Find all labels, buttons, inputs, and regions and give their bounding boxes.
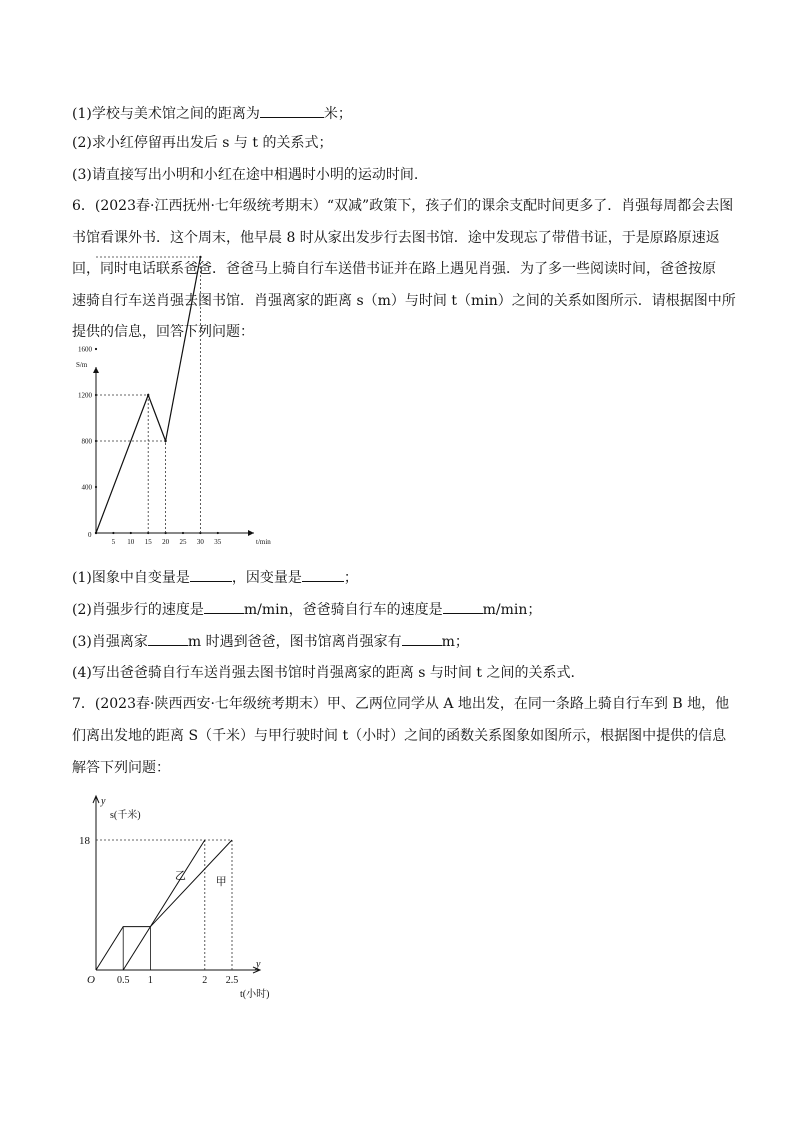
x-tick-label: 25: [179, 538, 187, 546]
answer-blank[interactable]: [148, 631, 188, 646]
q6-part4: (4)写出爸爸骑自行车送肖强去图书馆时肖强离家的距离 s 与时间 t 之间的关系式.: [72, 665, 575, 681]
y-tick-label: 18: [79, 835, 90, 847]
q6-part1-text-c: ；: [343, 570, 358, 586]
x-tick-mark: [130, 532, 132, 534]
answer-blank[interactable]: [302, 567, 344, 582]
data-point: [95, 532, 97, 534]
q6-distance-time-chart: [72, 345, 282, 550]
y-axis-arrow: [93, 367, 99, 373]
series-yi-line: [123, 840, 205, 970]
series-yi-label: 乙: [174, 870, 186, 882]
q5-part1-unit: 米；: [323, 106, 352, 122]
y-axis-letter: y: [101, 796, 106, 807]
q7-stem-line3: 解答下列问题：: [72, 760, 170, 776]
q7-stem-line2: 们离出发地的距离 S（千米）与甲行驶时间 t（小时）之间的函数关系图象如图所示，根据图中提供的信息: [72, 728, 727, 744]
y-axis-label: S/m: [76, 361, 88, 369]
q6-part1: [72, 567, 358, 588]
x-tick-mark: [112, 532, 114, 534]
y-tick-label: 800: [81, 437, 92, 446]
data-point: [164, 440, 166, 442]
x-tick-label: 5: [111, 538, 116, 546]
answer-blank[interactable]: [204, 599, 244, 614]
answer-blank[interactable]: [443, 599, 483, 614]
q5-part1: [72, 103, 352, 124]
q6-stem-line2: 书馆看课外书．这个周末，他早晨 8 时从家出发步行去图书馆．途中发现忘了带借书证，于是原路原速返: [72, 230, 720, 246]
q6-stem-line5: 提供的信息，回答下列问题：: [72, 324, 254, 340]
data-point: [147, 394, 149, 396]
x-axis-arrow: [248, 530, 254, 536]
y-tick-label: 1600: [78, 345, 92, 354]
y-tick-label: 1200: [78, 391, 92, 400]
q6-stem-line3: 回，同时电话联系爸爸．爸爸马上骑自行车送借书证并在路上遇见肖强．为了多一些阅读时间，爸爸按原: [72, 261, 716, 277]
q7-distance-time-chart: [72, 790, 302, 1010]
q6-part3-text-c: m；: [441, 634, 469, 650]
x-axis-letter: y: [256, 959, 261, 970]
y-tick-label: 400: [81, 483, 92, 492]
x-axis-label: t/min: [256, 538, 271, 546]
x-tick-label: 1: [147, 975, 153, 986]
x-tick-label: 15: [144, 538, 152, 546]
x-axis-label: t(小时): [240, 989, 270, 1000]
q6-stem-line4: 速骑自行车送肖强去图书馆．肖强离家的距离 s（m）与时间 t（min）之间的关系如图所示．请根据图中所: [72, 293, 736, 309]
x-tick-label: 2.5: [225, 975, 239, 986]
q5-part2: (2)求小红停留再出发后 s 与 t 的关系式；: [72, 135, 333, 151]
q6-part2-text-c: m/min；: [482, 602, 542, 618]
q6-part2-text-a: (2)肖强步行的速度是: [72, 602, 204, 618]
x-tick-label: 0.5: [116, 975, 130, 986]
q6-part3-text-b: m 时遇到爸爸，图书馆离肖强家有: [187, 634, 402, 650]
y-tick-mark: [95, 348, 97, 350]
q6-part2-text-b: m/min，爸爸骑自行车的速度是: [243, 602, 443, 618]
q6-part3: [72, 631, 469, 652]
q6-stem-line1: 6．(2023春·江西抚州·七年级统考期末）“双减”政策下，孩子们的课余支配时间更多了．肖强每周都会去图: [72, 198, 734, 214]
q5-part3: (3)请直接写出小明和小红在途中相遇时小明的运动时间.: [72, 167, 419, 183]
answer-blank[interactable]: [402, 631, 442, 646]
x-tick-mark: [217, 532, 219, 534]
q6-part1-text-a: (1)图象中自变量是: [72, 570, 190, 586]
q6-part1-text-b: ，因变量是: [231, 570, 302, 586]
q6-part3-text-a: (3)肖强离家: [72, 634, 148, 650]
answer-blank[interactable]: [190, 567, 232, 582]
q6-part2: [72, 599, 541, 620]
y-axis-label: s(千米): [110, 810, 141, 821]
origin-label: O: [87, 974, 95, 986]
x-tick-mark: [182, 532, 184, 534]
origin-label: 0: [88, 531, 92, 539]
series-jia-label: 甲: [215, 875, 227, 888]
x-tick-label: 30: [196, 538, 204, 546]
x-tick-label: 20: [162, 538, 170, 546]
data-point: [199, 256, 201, 258]
x-tick-label: 2: [202, 975, 208, 986]
x-tick-label: 35: [214, 538, 222, 546]
q5-part1-text: (1)学校与美术馆之间的距离为: [72, 106, 260, 122]
answer-blank[interactable]: [260, 103, 324, 118]
y-tick-mark: [95, 486, 97, 488]
q7-stem-line1: 7．(2023春·陕西西安·七年级统考期末）甲、乙两位同学从 A 地出发，在同一条路上骑自行车到 B 地，他: [72, 696, 730, 712]
x-tick-label: 10: [127, 538, 135, 546]
